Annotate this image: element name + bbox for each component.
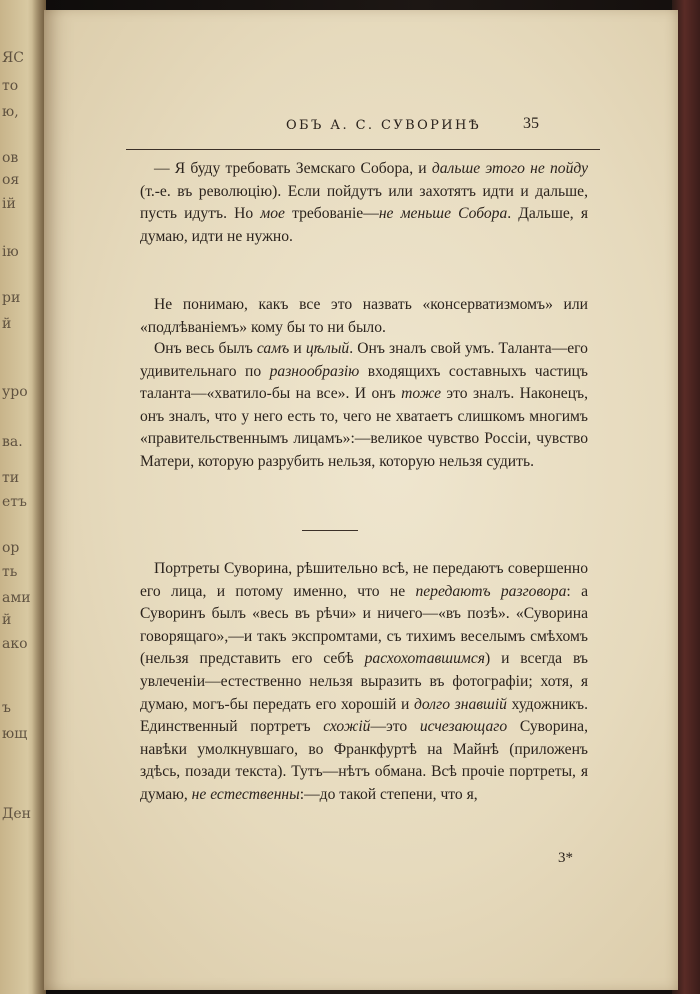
left-page-fragment: й (2, 316, 12, 332)
left-page-fragment: уро (2, 384, 28, 400)
emphasis: передаютъ разговора (415, 582, 567, 600)
running-title: ОБЪ А. С. СУВОРИНѢ (286, 118, 482, 133)
paragraph-4 (140, 558, 588, 807)
emphasis: тоже (401, 385, 441, 403)
left-page-fragment: ва. (2, 434, 23, 450)
left-page-fragment: то (2, 78, 19, 94)
emphasis: расхохотавшимся (364, 650, 485, 668)
text-run: —это (370, 718, 420, 736)
text-run: входящихъ составныхъ частицъ таланта—«хватило-бы на все». И онъ (140, 362, 588, 403)
text-run: требованіе— (284, 205, 379, 223)
left-page-fragment: й (2, 612, 12, 628)
left-page-fragment: ющ (2, 726, 28, 742)
signature-mark: 3* (558, 850, 573, 866)
left-page-fragment: ти (2, 470, 20, 486)
left-page-fragment: ій (2, 196, 16, 212)
emphasis: разнообразію (269, 362, 360, 380)
text-run: . Дальше, я думаю, идти не нужно. (140, 205, 588, 245)
section-separator (302, 530, 358, 531)
left-page-fragment: Ден (2, 806, 31, 822)
emphasis: дальше этого не пойду (431, 160, 589, 177)
left-page-fragment: ію (2, 244, 19, 260)
left-page-fragment: ЯС (2, 50, 25, 66)
paragraph-1 (140, 158, 588, 248)
text-run: :—до такой степени, что я, (299, 785, 478, 803)
emphasis: мое (260, 205, 285, 223)
text-run: . Онъ зналъ свой умъ. Таланта—его удивительнаго по (140, 340, 588, 380)
book-page (44, 10, 678, 990)
text-run: Суворина, навѣки умолкнувшаго, во Франкфуртѣ на Майнѣ (приложенъ здѣсь, позади текста). Тутъ—нѣтъ обмана. Всѣ прочіе портреты, я думаю, (140, 718, 588, 803)
left-page-fragment: ов (2, 150, 19, 166)
emphasis: схожій (323, 718, 371, 736)
header-rule (126, 149, 600, 150)
previous-page-edge (0, 0, 46, 994)
text-run: и (289, 340, 306, 357)
left-page-fragment: ами (2, 590, 31, 606)
text-run: Не понимаю, какъ все это назвать «консерватизмомъ» или «подлѣваніемъ» кому бы то ни было. (140, 296, 588, 336)
text-run: это зналъ. Наконецъ, онъ зналъ, что у него есть то, чего не хватаетъ слишкомъ многимъ «правительственнымъ лицамъ»:—великое чувство Россіи, чувство Матери, которую разрубить нельзя, которую нельзя судить. (140, 385, 589, 470)
text-run: — Я буду требовать Земскаго Собора, и (154, 160, 432, 177)
text-run: художникъ. Единственный портретъ (140, 695, 588, 736)
text-run: Онъ весь былъ (154, 340, 257, 357)
left-page-fragment: ор (2, 540, 20, 556)
emphasis: не естественны (191, 785, 300, 803)
text-run: (т.-е. въ революцію). Если пойдутъ или захотятъ идти и дальше, пусть идутъ. Но (140, 182, 588, 223)
page-number: 35 (523, 115, 539, 132)
left-page-fragment: оя (2, 172, 20, 188)
emphasis: долго знавшій (414, 695, 507, 713)
left-page-fragment: ако (2, 636, 28, 652)
text-run: : а Суворинъ былъ «весь въ рѣчи» и ничего—«въ позѣ». «Суворина говорящаго»,—и такъ экспромтами, съ тихимъ веселымъ смѣхомъ (нельзя представить его себѣ (140, 582, 588, 668)
paragraph-3 (140, 338, 588, 474)
emphasis: не меньше Собора (378, 205, 508, 223)
left-page-fragment: ъ (2, 700, 11, 716)
emphasis: исчезающаго (419, 718, 508, 736)
text-run: ) и всегда въ увлеченіи—естественно нельзя выразить въ фотографіи; хотя, я думаю, могъ-бы передать его хорошій и (140, 650, 588, 713)
left-page-fragment: ри (2, 290, 21, 306)
left-page-fragment: ть (2, 564, 18, 580)
left-page-fragment: ю, (2, 104, 19, 120)
running-head (44, 114, 678, 144)
text-run: Портреты Суворина, рѣшительно всѣ, не передаютъ совершенно его лица, и потому именно, что не (140, 560, 588, 600)
emphasis: цѣлый (305, 340, 350, 357)
left-page-fragment: етъ (2, 494, 27, 510)
emphasis: самъ (256, 340, 290, 357)
paragraph-2 (140, 294, 588, 339)
